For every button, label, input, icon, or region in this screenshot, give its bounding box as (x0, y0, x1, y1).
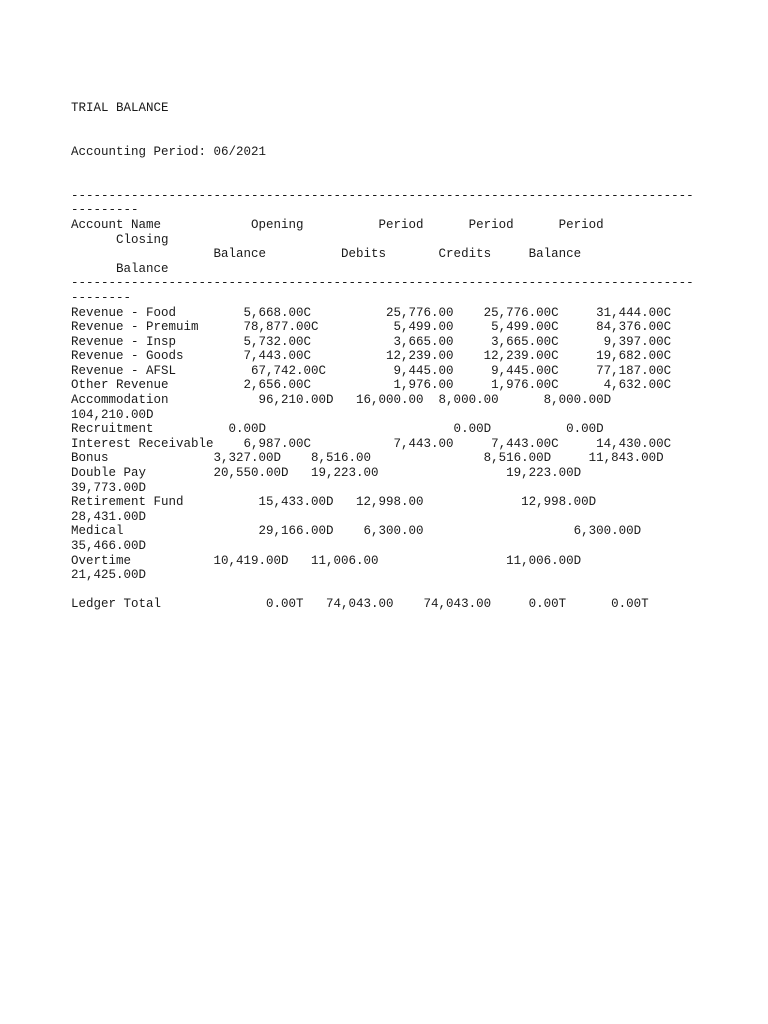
report-line: --------- (71, 203, 139, 218)
report-line: Revenue - AFSL 67,742.00C 9,445.00 9,445.00C 77,187.00C (71, 363, 672, 378)
report-line: Revenue - Premuim 78,877.00C 5,499.00 5,499.00C 84,376.00C (71, 320, 672, 335)
report-line: Medical 29,166.00D 6,300.00 6,300.00D (71, 524, 642, 539)
report-line: Recruitment 0.00D 0.00D 0.00D (71, 422, 604, 437)
report-line: Revenue - Goods 7,443.00C 12,239.00 12,239.00C 19,682.00C (71, 349, 672, 364)
report-line: Overtime 10,419.00D 11,006.00 11,006.00D (71, 553, 582, 568)
report-title: TRIAL BALANCE (71, 101, 169, 116)
report-line: 21,425.00D (71, 568, 147, 583)
report-line (71, 583, 694, 598)
report-body (71, 189, 694, 612)
report-line: 28,431.00D (71, 509, 147, 524)
report-line: Revenue - Food 5,668.00C 25,776.00 25,776.00C 31,444.00C (71, 305, 672, 320)
report-line: Interest Receivable 6,987.00C 7,443.00 7,443.00C 14,430.00C (71, 436, 672, 451)
report-line: Bonus 3,327.00D 8,516.00 8,516.00D 11,843.00D (71, 451, 664, 466)
report-line: ----------------------------------------------------------------------------------- (71, 276, 694, 291)
trial-balance-report (71, 72, 694, 641)
report-line: Revenue - Insp 5,732.00C 3,665.00 3,665.00C 9,397.00C (71, 334, 672, 349)
report-line: Other Revenue 2,656.00C 1,976.00 1,976.00C 4,632.00C (71, 378, 672, 393)
report-line: Accommodation 96,210.00D 16,000.00 8,000.00 8,000.00D (71, 393, 612, 408)
report-line: -------- (71, 290, 132, 305)
report-line: ----------------------------------------------------------------------------------- (71, 188, 694, 203)
report-line: Balance (71, 261, 169, 276)
report-line: Double Pay 20,550.00D 19,223.00 19,223.00D (71, 466, 582, 481)
report-line: Balance Debits Credits Balance (71, 247, 582, 262)
report-line: Ledger Total 0.00T 74,043.00 74,043.00 0.00T 0.00T (71, 597, 649, 612)
accounting-period: Accounting Period: 06/2021 (71, 144, 267, 159)
report-line: 39,773.00D (71, 480, 147, 495)
report-line: 35,466.00D (71, 539, 147, 553)
report-line: Retirement Fund 15,433.00D 12,998.00 12,998.00D (71, 495, 597, 510)
report-line: Closing (71, 232, 169, 247)
report-line: Account Name Opening Period Period Period (71, 217, 604, 232)
report-line: 104,210.00D (71, 407, 154, 422)
